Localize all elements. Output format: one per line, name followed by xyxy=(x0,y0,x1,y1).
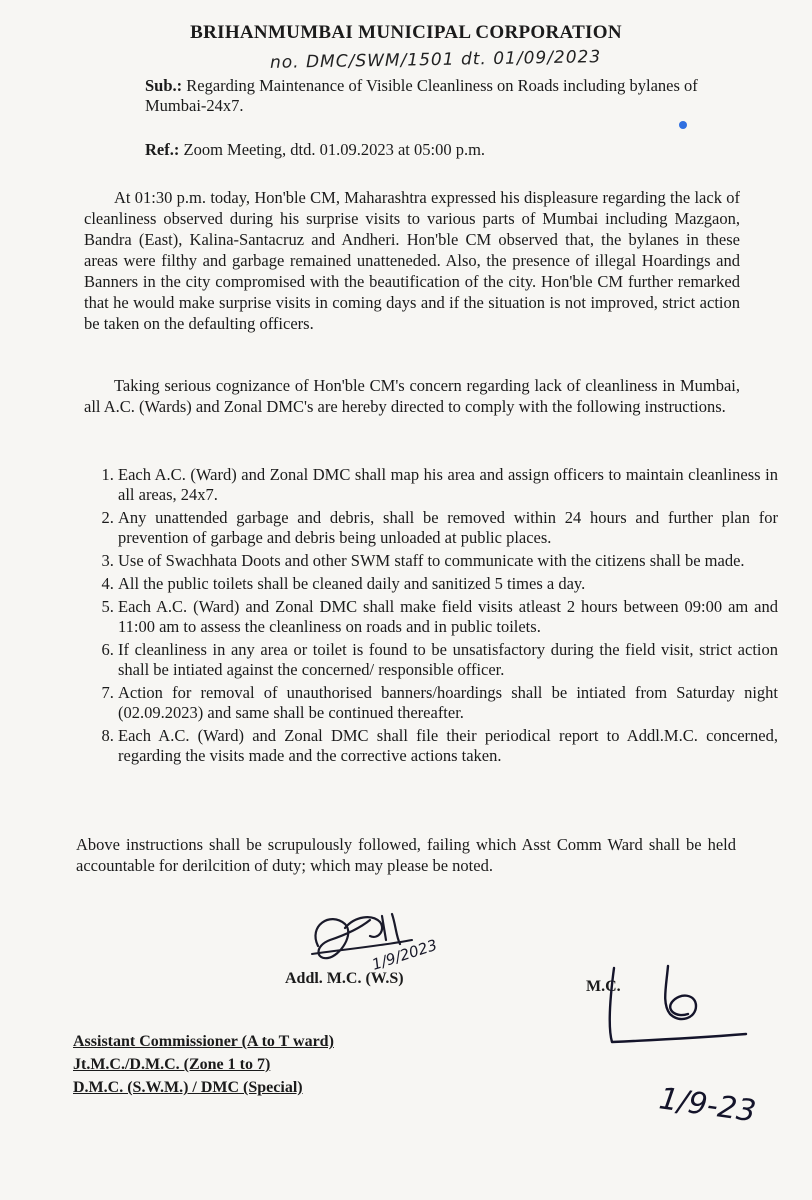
addressee-list xyxy=(73,1030,334,1099)
list-item: 4. All the public toilets shall be cleaned daily and sanitized 5 times a day. xyxy=(118,574,778,594)
subject-line xyxy=(145,76,745,116)
mc-designation: M.C. xyxy=(586,978,621,995)
list-item: 8. Each A.C. (Ward) and Zonal DMC shall file their periodical report to Addl.M.C. concerned, regarding the visits made and the corrective actions taken. xyxy=(118,726,778,766)
list-item: 6. If cleanliness in any area or toilet is found to be unsatisfactory during the field visit, strict action shall be intiated against the concerned/ responsible officer. xyxy=(118,640,778,680)
addl-mc-signature-date: 1/9/2023 xyxy=(369,935,440,974)
mc-signature-date: 1/9-23 xyxy=(656,1081,759,1130)
subject-label: Sub.: xyxy=(145,76,183,95)
handwritten-reference-number: no. DMC/SWM/1501 dt. 01/09/2023 xyxy=(269,47,602,73)
paragraph-directive: Taking serious cognizance of Hon'ble CM's concern regarding lack of cleanliness in Mumbai, all A.C. (Wards) and Zonal DMC's are hereby directed to comply with the following instructions. xyxy=(84,376,740,416)
list-item: 3. Use of Swachhata Doots and other SWM staff to communicate with the citizens shall be made. xyxy=(118,551,778,571)
addressee: Assistant Commissioner (A to T ward) xyxy=(73,1033,334,1050)
addl-mc-designation: Addl. M.C. (W.S) xyxy=(285,970,404,987)
list-item: 1. Each A.C. (Ward) and Zonal DMC shall map his area and assign officers to maintain cleanliness in all areas, 24x7. xyxy=(118,465,778,505)
list-item: 5. Each A.C. (Ward) and Zonal DMC shall make field visits atleast 2 hours between 09:00 am and 11:00 am to assess the cleanliness on roads and in public toilets. xyxy=(118,597,778,637)
addressee: Jt.M.C./D.M.C. (Zone 1 to 7) xyxy=(73,1056,271,1073)
ink-dot xyxy=(679,121,687,129)
mc-signature xyxy=(596,958,786,1138)
list-item: 2. Any unattended garbage and debris, shall be removed within 24 hours and further plan for prevention of garbage and debris being unloaded at public places. xyxy=(118,508,778,548)
reference-line xyxy=(145,140,745,160)
closing-paragraph: Above instructions shall be scrupulously followed, failing which Asst Comm Ward shall be held accountable for derilcition of duty; which may please be noted. xyxy=(76,835,736,875)
paragraph-cm-displeasure: At 01:30 p.m. today, Hon'ble CM, Maharashtra expressed his displeasure regarding the lack of cleanliness observed during his surprise visits to various parts of Mumbai including Mazgaon, Bandra (East), Kalina-Santacruz and Andheri. Hon'ble CM observed that, the bylanes in these areas were filthy and garbage remained unatteneded. Also, the presence of illegal Hoardings and Banners in the city compromised with the beautification of the city. Hon'ble CM further remarked that he would make surprise visits in coming days and if the situation is not improved, strict action be taken on the defaulting officers. xyxy=(84,188,740,333)
reference-text: Zoom Meeting, dtd. 01.09.2023 at 05:00 p.m. xyxy=(183,140,486,159)
list-item: 7. Action for removal of unauthorised banners/hoardings shall be intiated from Saturday night (02.09.2023) and same shall be continued thereafter. xyxy=(118,683,778,723)
addressee: D.M.C. (S.W.M.) / DMC (Special) xyxy=(73,1079,303,1096)
page-title: BRIHANMUMBAI MUNICIPAL CORPORATION xyxy=(190,22,622,43)
instructions-list xyxy=(84,465,778,769)
reference-label: Ref.: xyxy=(145,140,180,159)
subject-text: Regarding Maintenance of Visible Cleanliness on Roads including bylanes of Mumbai-24x7. xyxy=(145,76,698,115)
